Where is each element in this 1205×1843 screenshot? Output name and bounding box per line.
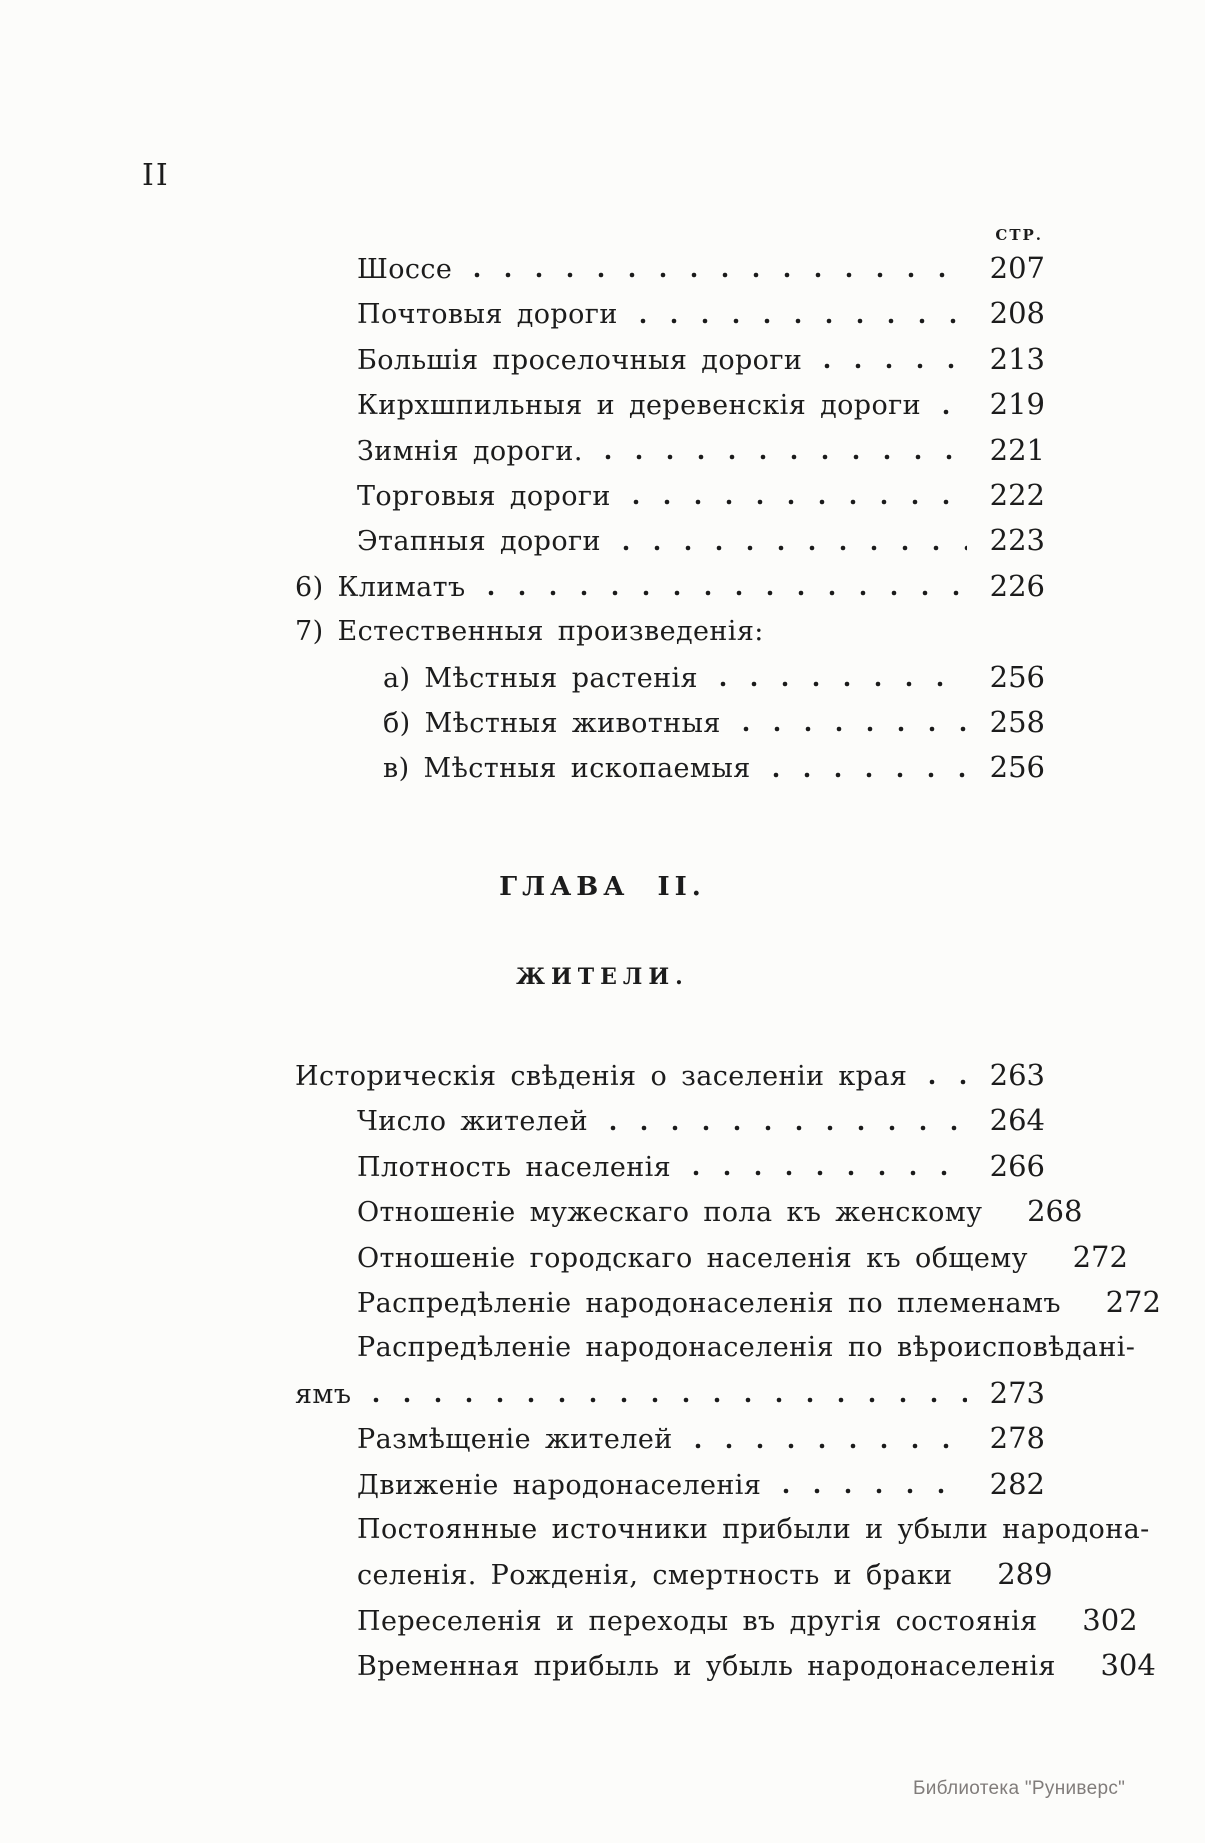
toc-row xyxy=(295,382,1045,427)
dot-leader xyxy=(633,499,967,505)
toc-entry-label: 7) Естественныя произведенія: xyxy=(295,616,764,648)
toc-entry-label: Отношеніе мужескаго пола къ женскому xyxy=(357,1197,983,1229)
toc-entry-label: Число жителей xyxy=(357,1106,589,1138)
toc-row xyxy=(295,1462,1045,1507)
dot-leader xyxy=(773,772,967,778)
toc-row xyxy=(295,1280,1161,1325)
toc-row xyxy=(295,655,1045,700)
toc-page-number: 222 xyxy=(989,477,1045,512)
toc-entry-label: Временная прибыль и убыль народонаселенія xyxy=(357,1651,1056,1683)
dot-leader xyxy=(605,454,967,460)
folio-page-number: II xyxy=(142,158,170,193)
toc-row xyxy=(295,1416,1045,1461)
chapter-subheading: ЖИТЕЛИ. xyxy=(516,964,689,990)
toc-entry-label: Постоянные источники прибыли и убыли народона- xyxy=(357,1513,1150,1545)
dot-leader xyxy=(610,1125,967,1131)
toc-page-number: 213 xyxy=(989,341,1045,376)
dot-leader xyxy=(488,590,967,596)
toc-entry-label: Зимнія дороги. xyxy=(357,435,583,467)
dot-leader xyxy=(373,1397,967,1403)
toc-row xyxy=(295,564,1045,609)
toc-row xyxy=(295,1053,1045,1098)
toc-row xyxy=(295,428,1045,473)
toc-entry-label: Большія проселочныя дороги xyxy=(357,344,803,376)
toc-page-number: 207 xyxy=(989,251,1045,285)
toc-entry-label: Размѣщеніе жителей xyxy=(357,1424,673,1456)
toc-entry-label: Торговыя дороги xyxy=(357,480,611,512)
dot-leader xyxy=(474,272,967,278)
dot-leader xyxy=(693,1170,967,1176)
toc-entry-label: Почтовыя дороги xyxy=(357,299,618,331)
toc-page-number: 219 xyxy=(989,387,1045,422)
toc-page-number: 221 xyxy=(989,432,1045,467)
toc-page-number: 226 xyxy=(989,568,1045,603)
toc-entry-label: ямъ xyxy=(295,1378,352,1410)
dot-leader xyxy=(623,545,967,551)
dot-leader xyxy=(720,681,967,687)
toc-row xyxy=(295,246,1045,291)
toc-entry-label: 6) Климатъ xyxy=(295,571,466,603)
toc-row xyxy=(295,1371,1045,1416)
toc-page-number: 273 xyxy=(989,1375,1045,1410)
toc-entry-label: селенія. Рожденія, смертность и браки xyxy=(357,1560,953,1592)
toc-page-number: 263 xyxy=(989,1058,1045,1092)
toc-entry-label: Переселенія и переходы въ другія состоянія xyxy=(357,1605,1038,1637)
toc-page-number: 278 xyxy=(989,1421,1045,1456)
toc-entry-label: б) Мѣстныя животныя xyxy=(383,707,721,739)
toc-section-inhabitants xyxy=(295,1053,1161,1688)
dot-leader xyxy=(824,363,967,369)
dot-leader xyxy=(783,1488,967,1494)
page-column-header: СТР. xyxy=(995,226,1043,244)
toc-row xyxy=(295,1643,1156,1688)
runivers-watermark: Библиотека "Руниверс" xyxy=(913,1778,1126,1799)
toc-page-number: 289 xyxy=(997,1557,1053,1592)
toc-entry-label: Историческія свѣденія о заселеніи края xyxy=(295,1061,908,1092)
toc-entry-label: а) Мѣстныя растенія xyxy=(383,662,698,694)
chapter-heading: ГЛАВА II. xyxy=(499,872,706,902)
toc-page-number: 272 xyxy=(1072,1239,1128,1274)
toc-row xyxy=(295,700,1045,745)
toc-page-number: 256 xyxy=(989,659,1045,694)
toc-row xyxy=(295,518,1045,563)
dot-leader xyxy=(695,1443,967,1449)
toc-row xyxy=(295,1235,1128,1280)
toc-page-number: 302 xyxy=(1082,1602,1138,1637)
toc-row xyxy=(295,745,1045,790)
dot-leader xyxy=(929,1079,967,1085)
toc-entry-label: Кирхшпильныя и деревенскія дороги xyxy=(357,390,922,422)
toc-entry-label: Этапныя дороги xyxy=(357,526,601,558)
toc-page-number: 258 xyxy=(989,704,1045,739)
toc-page-number: 208 xyxy=(989,296,1045,331)
toc-entry-label: Распредѣленіе народонаселенія по племенамъ xyxy=(357,1287,1061,1319)
toc-entry-label: в) Мѣстныя ископаемыя xyxy=(383,753,751,785)
toc-row xyxy=(295,291,1045,336)
toc-page-number: 268 xyxy=(1027,1194,1083,1229)
toc-entry-label: Отношеніе городскаго населенія къ общему xyxy=(357,1242,1028,1274)
toc-row xyxy=(295,1552,1053,1597)
toc-entry-label: Распредѣленіе народонаселенія по вѣроисповѣдані- xyxy=(357,1332,1136,1364)
toc-row xyxy=(295,337,1045,382)
toc-entry-label: Движеніе народонаселенія xyxy=(357,1469,762,1501)
dot-leader xyxy=(943,409,967,415)
toc-page-number: 282 xyxy=(989,1466,1045,1501)
toc-entry-label: Плотность населенія xyxy=(357,1151,672,1183)
toc-page-number: 266 xyxy=(989,1148,1045,1183)
toc-row xyxy=(295,473,1045,518)
dot-leader xyxy=(743,726,967,732)
toc-page-number: 272 xyxy=(1105,1284,1161,1319)
toc-page-number: 223 xyxy=(989,523,1045,558)
toc-row xyxy=(295,1098,1045,1143)
dot-leader xyxy=(640,318,967,324)
toc-section-roads-climate xyxy=(295,246,1045,791)
toc-row xyxy=(295,1598,1138,1643)
toc-row xyxy=(295,1507,1150,1552)
toc-row xyxy=(295,609,1045,654)
toc-row xyxy=(295,1144,1045,1189)
toc-row xyxy=(295,1325,1136,1370)
toc-entry-label: Шоссе xyxy=(357,254,453,285)
toc-page-number: 256 xyxy=(989,750,1045,785)
toc-page-number: 304 xyxy=(1100,1648,1156,1683)
toc-page-number: 264 xyxy=(989,1103,1045,1138)
toc-row xyxy=(295,1189,1083,1234)
